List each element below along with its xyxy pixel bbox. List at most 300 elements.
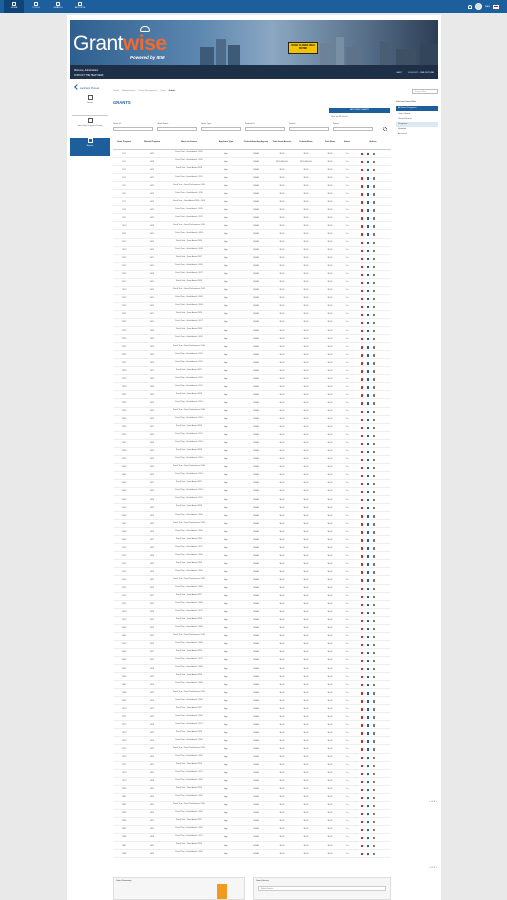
grantee-name-link[interactable]: Fiscal Year - Grant Award - 2016 bbox=[175, 513, 203, 516]
edit-icon[interactable] bbox=[367, 330, 369, 332]
grantee-name-link[interactable]: Fiscal Year - Grant Award 2018 bbox=[175, 674, 203, 677]
grantee-name-link[interactable]: Fiscal Year - Grant Award 2018 bbox=[175, 392, 203, 395]
table-row[interactable] bbox=[113, 416, 391, 424]
delete-icon[interactable] bbox=[361, 370, 363, 372]
edit-icon[interactable] bbox=[367, 588, 369, 590]
table-row[interactable] bbox=[113, 689, 391, 697]
grantee-name-link[interactable]: Fiscal Year - Grant Award - 2017 bbox=[175, 320, 203, 323]
table-row[interactable] bbox=[113, 544, 391, 552]
delete-icon[interactable] bbox=[361, 732, 363, 734]
breadcrumb-item[interactable]: Grant bbox=[160, 90, 166, 92]
edit-icon[interactable] bbox=[367, 378, 369, 380]
delete-icon[interactable] bbox=[361, 740, 363, 742]
table-row[interactable] bbox=[113, 158, 391, 166]
delete-icon[interactable] bbox=[361, 571, 363, 573]
delete-icon[interactable] bbox=[361, 250, 363, 252]
grantee-name-link[interactable]: Fiscal Year - Grant Award 2017 bbox=[175, 368, 203, 371]
delete-icon[interactable] bbox=[361, 491, 363, 493]
table-row[interactable] bbox=[113, 424, 391, 432]
table-row[interactable] bbox=[113, 601, 391, 609]
delete-icon[interactable] bbox=[361, 209, 363, 211]
grantee-name-link[interactable]: Fiscal Year - Grant Award - 2016 bbox=[175, 296, 203, 299]
table-row[interactable] bbox=[113, 721, 391, 729]
column-header[interactable]: Actions bbox=[369, 141, 377, 143]
view-icon[interactable] bbox=[373, 668, 375, 670]
view-icon[interactable] bbox=[373, 620, 375, 622]
edit-icon[interactable] bbox=[367, 153, 369, 155]
view-icon[interactable] bbox=[373, 491, 375, 493]
grantee-name-link[interactable]: Fiscal Year - Grant Performance 2016 bbox=[173, 690, 205, 693]
edit-icon[interactable] bbox=[367, 266, 369, 268]
delete-icon[interactable] bbox=[361, 298, 363, 300]
delete-icon[interactable] bbox=[361, 829, 363, 831]
table-row[interactable] bbox=[113, 343, 391, 351]
view-icon[interactable] bbox=[373, 797, 375, 799]
edit-icon[interactable] bbox=[367, 507, 369, 509]
table-row[interactable] bbox=[113, 593, 391, 601]
grant-id-input[interactable] bbox=[113, 127, 153, 131]
grantee-name-link[interactable]: Fiscal Year - Grant Award - 2016 bbox=[175, 795, 203, 798]
table-row[interactable] bbox=[113, 737, 391, 745]
delete-icon[interactable] bbox=[361, 483, 363, 485]
delete-icon[interactable] bbox=[361, 813, 363, 815]
table-row[interactable] bbox=[113, 834, 391, 842]
edit-icon[interactable] bbox=[367, 435, 369, 437]
grantee-name-link[interactable]: Fiscal Year - Grant Award - 2016 bbox=[175, 585, 203, 588]
delete-icon[interactable] bbox=[361, 419, 363, 421]
view-icon[interactable] bbox=[373, 692, 375, 694]
grantee-name-link[interactable]: Fiscal Year - Grant Award - 2016 bbox=[175, 159, 203, 162]
edit-icon[interactable] bbox=[367, 853, 369, 855]
table-row[interactable] bbox=[113, 464, 391, 472]
delete-icon[interactable] bbox=[361, 853, 363, 855]
view-icon[interactable] bbox=[373, 266, 375, 268]
edit-icon[interactable] bbox=[367, 370, 369, 372]
delete-icon[interactable] bbox=[361, 596, 363, 598]
edit-icon[interactable] bbox=[367, 676, 369, 678]
grantee-name-link[interactable]: Fiscal Year - Grant Award 2018 bbox=[175, 730, 203, 733]
edit-icon[interactable] bbox=[367, 579, 369, 581]
edit-icon[interactable] bbox=[367, 636, 369, 638]
status-select[interactable] bbox=[333, 127, 373, 131]
grantee-name-link[interactable]: Fiscal Year - Grant Award - 2016 bbox=[175, 151, 203, 154]
edit-icon[interactable] bbox=[367, 724, 369, 726]
filter-option[interactable]: Updated bbox=[398, 128, 407, 130]
view-icon[interactable] bbox=[373, 579, 375, 581]
delete-icon[interactable] bbox=[361, 427, 363, 429]
delete-icon[interactable] bbox=[361, 354, 363, 356]
grantee-name-link[interactable]: Fiscal Year - Grant Award - 2017 bbox=[175, 272, 203, 275]
delete-icon[interactable] bbox=[361, 217, 363, 219]
view-icon[interactable] bbox=[373, 781, 375, 783]
table-row[interactable] bbox=[113, 528, 391, 536]
table-row[interactable] bbox=[113, 311, 391, 319]
edit-icon[interactable] bbox=[367, 169, 369, 171]
nav-item-grants[interactable] bbox=[48, 0, 68, 13]
edit-icon[interactable] bbox=[367, 177, 369, 179]
view-icon[interactable] bbox=[373, 612, 375, 614]
view-icon[interactable] bbox=[373, 813, 375, 815]
table-row[interactable] bbox=[113, 609, 391, 617]
delete-icon[interactable] bbox=[361, 467, 363, 469]
view-icon[interactable] bbox=[373, 193, 375, 195]
grantee-name-link[interactable]: Fiscal Year - Grant Award - 2016 bbox=[175, 304, 203, 307]
delete-icon[interactable] bbox=[361, 282, 363, 284]
edit-icon[interactable] bbox=[367, 193, 369, 195]
table-row[interactable] bbox=[113, 214, 391, 222]
view-icon[interactable] bbox=[373, 290, 375, 292]
table-row[interactable] bbox=[113, 279, 391, 287]
edit-icon[interactable] bbox=[367, 620, 369, 622]
edit-icon[interactable] bbox=[367, 346, 369, 348]
table-row[interactable] bbox=[113, 560, 391, 568]
delete-icon[interactable] bbox=[361, 708, 363, 710]
view-icon[interactable] bbox=[373, 411, 375, 413]
grantee-name-link[interactable]: Fiscal Year - Grant Award - 2016 bbox=[175, 569, 203, 572]
delete-icon[interactable] bbox=[361, 378, 363, 380]
table-row[interactable] bbox=[113, 303, 391, 311]
nav-item-home[interactable] bbox=[4, 0, 24, 13]
grantee-name-link[interactable]: Fiscal Year - Grant Award 2016 bbox=[175, 650, 203, 653]
delete-icon[interactable] bbox=[361, 475, 363, 477]
edit-icon[interactable] bbox=[367, 161, 369, 163]
view-icon[interactable] bbox=[373, 523, 375, 525]
gear-icon[interactable] bbox=[383, 127, 387, 131]
table-row[interactable] bbox=[113, 842, 391, 850]
view-icon[interactable] bbox=[373, 555, 375, 557]
help-desk-link[interactable]: CONTACT THE HELP DESK bbox=[74, 75, 104, 77]
view-icon[interactable] bbox=[373, 475, 375, 477]
table-row[interactable] bbox=[113, 617, 391, 625]
delete-icon[interactable] bbox=[361, 499, 363, 501]
view-icon[interactable] bbox=[373, 298, 375, 300]
delete-icon[interactable] bbox=[361, 579, 363, 581]
edit-icon[interactable] bbox=[367, 491, 369, 493]
view-icon[interactable] bbox=[373, 427, 375, 429]
view-icon[interactable] bbox=[373, 507, 375, 509]
edit-icon[interactable] bbox=[367, 563, 369, 565]
grantee-name-link[interactable]: Fiscal Year - Grant Award 2017 bbox=[175, 481, 203, 484]
add-grant-button[interactable]: ADD NEW GRANT bbox=[329, 108, 390, 113]
table-row[interactable] bbox=[113, 327, 391, 335]
edit-icon[interactable] bbox=[367, 523, 369, 525]
edit-icon[interactable] bbox=[367, 781, 369, 783]
table-row[interactable] bbox=[113, 271, 391, 279]
table-row[interactable] bbox=[113, 448, 391, 456]
view-icon[interactable] bbox=[373, 282, 375, 284]
table-row[interactable] bbox=[113, 255, 391, 263]
delete-icon[interactable] bbox=[361, 515, 363, 517]
edit-icon[interactable] bbox=[367, 338, 369, 340]
grantee-name-link[interactable]: Fiscal Year - Grant Award - 2016 bbox=[175, 626, 203, 629]
view-icon[interactable] bbox=[373, 419, 375, 421]
table-row[interactable] bbox=[113, 166, 391, 174]
grantee-name-link[interactable]: Fiscal Year - Grant Award 2017 bbox=[175, 819, 203, 822]
view-icon[interactable] bbox=[373, 499, 375, 501]
grantee-name-link[interactable]: Fiscal Year - Grant Award - 2016 bbox=[175, 698, 203, 701]
delete-icon[interactable] bbox=[361, 258, 363, 260]
filter-option[interactable]: Closed Grants bbox=[398, 118, 412, 120]
edit-icon[interactable] bbox=[367, 443, 369, 445]
grantee-name-link[interactable]: Fiscal Year - Grant Award 2018 bbox=[175, 280, 203, 283]
edit-icon[interactable] bbox=[367, 748, 369, 750]
delete-icon[interactable] bbox=[361, 620, 363, 622]
edit-icon[interactable] bbox=[367, 411, 369, 413]
table-row[interactable] bbox=[113, 665, 391, 673]
delete-icon[interactable] bbox=[361, 757, 363, 759]
grantee-name-link[interactable]: Fiscal Year - Grant Award 2016 bbox=[175, 312, 203, 315]
delete-icon[interactable] bbox=[361, 636, 363, 638]
table-row[interactable] bbox=[113, 182, 391, 190]
table-row[interactable] bbox=[113, 206, 391, 214]
table-row[interactable] bbox=[113, 359, 391, 367]
delete-icon[interactable] bbox=[361, 306, 363, 308]
grantee-name-link[interactable]: Fiscal Year - Grant Award - 2016 bbox=[175, 642, 203, 645]
grantee-name-link[interactable]: Fiscal Year - Grant Award - 2016 bbox=[175, 416, 203, 419]
delete-icon[interactable] bbox=[361, 201, 363, 203]
column-header[interactable]: Total Grant Amount bbox=[272, 141, 292, 143]
edit-icon[interactable] bbox=[367, 250, 369, 252]
table-row[interactable] bbox=[113, 762, 391, 770]
table-row[interactable] bbox=[113, 456, 391, 464]
delete-icon[interactable] bbox=[361, 588, 363, 590]
table-row[interactable] bbox=[113, 585, 391, 593]
view-icon[interactable] bbox=[373, 644, 375, 646]
delete-icon[interactable] bbox=[361, 266, 363, 268]
delete-icon[interactable] bbox=[361, 604, 363, 606]
edit-icon[interactable] bbox=[367, 652, 369, 654]
delete-icon[interactable] bbox=[361, 628, 363, 630]
delete-icon[interactable] bbox=[361, 748, 363, 750]
grant-type-input[interactable] bbox=[201, 127, 241, 131]
delete-icon[interactable] bbox=[361, 547, 363, 549]
table-row[interactable] bbox=[113, 625, 391, 633]
view-icon[interactable] bbox=[373, 684, 375, 686]
view-icon[interactable] bbox=[373, 394, 375, 396]
table-row[interactable] bbox=[113, 850, 391, 858]
table-row[interactable] bbox=[113, 222, 391, 230]
table-row[interactable] bbox=[113, 480, 391, 488]
view-icon[interactable] bbox=[373, 362, 375, 364]
table-row[interactable] bbox=[113, 657, 391, 665]
edit-icon[interactable] bbox=[367, 829, 369, 831]
edit-icon[interactable] bbox=[367, 402, 369, 404]
view-icon[interactable] bbox=[373, 306, 375, 308]
grantee-name-link[interactable]: Fiscal Year - Grant Award - 2016 bbox=[175, 754, 203, 757]
breadcrumb-item[interactable]: Grants Management bbox=[138, 90, 158, 92]
view-icon[interactable] bbox=[373, 274, 375, 276]
edit-icon[interactable] bbox=[367, 692, 369, 694]
view-icon[interactable] bbox=[373, 547, 375, 549]
view-icon[interactable] bbox=[373, 161, 375, 163]
view-icon[interactable] bbox=[373, 821, 375, 823]
table-row[interactable] bbox=[113, 263, 391, 271]
grantee-name-link[interactable]: Fiscal Year - Grant Award - 2018 bbox=[175, 231, 203, 234]
grantee-name-link[interactable]: Fiscal Year - Grant Award 2018 bbox=[175, 618, 203, 621]
rail-item-grants[interactable]: Grants bbox=[70, 95, 110, 113]
grantee-name-link[interactable]: Fiscal Year - Grant Award - 2016 bbox=[175, 553, 203, 556]
delete-icon[interactable] bbox=[361, 652, 363, 654]
column-header[interactable]: Total Share bbox=[324, 141, 336, 143]
grantee-name-link[interactable]: Fiscal Year - Grant Award - 2016 bbox=[175, 400, 203, 403]
grantee-name-link[interactable]: Fiscal Year - Grant Award - 2017 bbox=[175, 545, 203, 548]
view-icon[interactable] bbox=[373, 242, 375, 244]
edit-icon[interactable] bbox=[367, 571, 369, 573]
view-icon[interactable] bbox=[373, 467, 375, 469]
table-row[interactable] bbox=[113, 705, 391, 713]
table-row[interactable] bbox=[113, 633, 391, 641]
grantee-name-link[interactable]: Fiscal Year - Grant Award - 2016 bbox=[175, 851, 203, 854]
edit-icon[interactable] bbox=[367, 813, 369, 815]
grantee-name-link[interactable]: Fiscal Year - Grant Performance 2016 bbox=[173, 577, 205, 580]
table-row[interactable] bbox=[113, 681, 391, 689]
delete-icon[interactable] bbox=[361, 185, 363, 187]
filter-option[interactable]: Open Grants bbox=[398, 113, 411, 115]
grantee-name-link[interactable]: Fiscal Year - Grant Performance 2016 bbox=[173, 634, 205, 637]
grantee-name-link[interactable]: Fiscal Year - Grant Award 2016 bbox=[175, 239, 203, 242]
table-row[interactable] bbox=[113, 496, 391, 504]
edit-icon[interactable] bbox=[367, 837, 369, 839]
table-row[interactable] bbox=[113, 190, 391, 198]
table-row[interactable] bbox=[113, 673, 391, 681]
grantee-name-link[interactable]: Fiscal Year - Grant Award 2018 bbox=[175, 843, 203, 846]
view-icon[interactable] bbox=[373, 338, 375, 340]
edit-icon[interactable] bbox=[367, 451, 369, 453]
source-select-input[interactable]: Select Source bbox=[258, 886, 386, 891]
edit-icon[interactable] bbox=[367, 531, 369, 533]
delete-icon[interactable] bbox=[361, 724, 363, 726]
edit-icon[interactable] bbox=[367, 362, 369, 364]
edit-icon[interactable] bbox=[367, 419, 369, 421]
table-row[interactable] bbox=[113, 697, 391, 705]
delete-icon[interactable] bbox=[361, 821, 363, 823]
view-icon[interactable] bbox=[373, 217, 375, 219]
view-icon[interactable] bbox=[373, 636, 375, 638]
table-row[interactable] bbox=[113, 351, 391, 359]
delete-icon[interactable] bbox=[361, 555, 363, 557]
grantee-name-link[interactable]: Fiscal Year - Grant Award - 2016 bbox=[175, 360, 203, 363]
grantee-name-link[interactable]: Fiscal Year - Grant Award - 2016 bbox=[175, 207, 203, 210]
delete-icon[interactable] bbox=[361, 193, 363, 195]
table-row[interactable] bbox=[113, 536, 391, 544]
edit-icon[interactable] bbox=[367, 242, 369, 244]
grantee-name-link[interactable]: Fiscal Year - Grant Performance 2016 bbox=[173, 223, 205, 226]
table-row[interactable] bbox=[113, 810, 391, 818]
delete-icon[interactable] bbox=[361, 797, 363, 799]
grantee-name-link[interactable]: Fiscal Year - Grant Performance 2016 bbox=[173, 803, 205, 806]
table-row[interactable] bbox=[113, 150, 391, 158]
view-icon[interactable] bbox=[373, 716, 375, 718]
delete-icon[interactable] bbox=[361, 660, 363, 662]
grantee-name-link[interactable]: Fiscal Year - Grant Award - 2017 bbox=[175, 610, 203, 613]
view-icon[interactable] bbox=[373, 724, 375, 726]
edit-icon[interactable] bbox=[367, 274, 369, 276]
delete-icon[interactable] bbox=[361, 700, 363, 702]
grantee-name-link[interactable]: Fiscal Year - Grant Award - 2016 bbox=[175, 336, 203, 339]
edit-icon[interactable] bbox=[367, 765, 369, 767]
table-row[interactable] bbox=[113, 367, 391, 375]
delete-icon[interactable] bbox=[361, 394, 363, 396]
grantee-name-link[interactable]: Fiscal Year - Grant Award - 2016 bbox=[175, 811, 203, 814]
edit-icon[interactable] bbox=[367, 515, 369, 517]
delete-icon[interactable] bbox=[361, 274, 363, 276]
table-row[interactable] bbox=[113, 802, 391, 810]
view-icon[interactable] bbox=[373, 765, 375, 767]
table-row[interactable] bbox=[113, 174, 391, 182]
edit-icon[interactable] bbox=[367, 201, 369, 203]
edit-icon[interactable] bbox=[367, 354, 369, 356]
edit-icon[interactable] bbox=[367, 499, 369, 501]
view-icon[interactable] bbox=[373, 757, 375, 759]
edit-icon[interactable] bbox=[367, 716, 369, 718]
view-icon[interactable] bbox=[373, 700, 375, 702]
edit-icon[interactable] bbox=[367, 604, 369, 606]
grantee-name-link[interactable]: Fiscal Year - Grant Award - 2016 bbox=[175, 682, 203, 685]
table-row[interactable] bbox=[113, 713, 391, 721]
grant-name-input[interactable] bbox=[157, 127, 197, 131]
grantee-name-link[interactable]: Fiscal Year - Grant Award - 2016 bbox=[175, 489, 203, 492]
edit-icon[interactable] bbox=[367, 797, 369, 799]
view-icon[interactable] bbox=[373, 346, 375, 348]
edit-icon[interactable] bbox=[367, 732, 369, 734]
back-link[interactable]: Landmark Process bbox=[75, 85, 99, 90]
table-row[interactable] bbox=[113, 432, 391, 440]
delete-icon[interactable] bbox=[361, 765, 363, 767]
table-row[interactable] bbox=[113, 335, 391, 343]
table-row[interactable] bbox=[113, 375, 391, 383]
edit-icon[interactable] bbox=[367, 467, 369, 469]
table-row[interactable] bbox=[113, 568, 391, 576]
table-row[interactable] bbox=[113, 488, 391, 496]
edit-icon[interactable] bbox=[367, 789, 369, 791]
grantee-name-link[interactable]: Fiscal Year - Grant Award 2018 bbox=[175, 328, 203, 331]
grantee-name-link[interactable]: Fiscal Year - Grant Award - 2016 bbox=[175, 666, 203, 669]
grantee-name-link[interactable]: Fiscal Year - Grant Award 2018 bbox=[175, 449, 203, 452]
view-icon[interactable] bbox=[373, 435, 375, 437]
edit-icon[interactable] bbox=[367, 475, 369, 477]
logout-link[interactable]: LOG OUT · ONE FUTURE bbox=[408, 72, 434, 74]
grantee-name-link[interactable]: Fiscal Year - Grant Award - 2017 bbox=[175, 384, 203, 387]
edit-icon[interactable] bbox=[367, 233, 369, 235]
edit-icon[interactable] bbox=[367, 459, 369, 461]
grantee-name-link[interactable]: Fiscal Year - Grant Award - 2016 bbox=[175, 738, 203, 741]
edit-icon[interactable] bbox=[367, 547, 369, 549]
delete-icon[interactable] bbox=[361, 692, 363, 694]
view-icon[interactable] bbox=[373, 515, 375, 517]
grantee-name-link[interactable]: Fiscal Year - Grant Award - 2017 bbox=[175, 771, 203, 773]
view-icon[interactable] bbox=[373, 805, 375, 807]
filter-selected[interactable]: All Grant Programs bbox=[396, 106, 438, 111]
table-row[interactable] bbox=[113, 198, 391, 206]
edit-icon[interactable] bbox=[367, 773, 369, 775]
edit-icon[interactable] bbox=[367, 483, 369, 485]
grantee-name-link[interactable]: Fiscal Year - Grant Award - 2016 bbox=[175, 264, 203, 267]
nav-item-reports[interactable] bbox=[70, 0, 90, 13]
view-icon[interactable] bbox=[373, 539, 375, 541]
view-icon[interactable] bbox=[373, 201, 375, 203]
flag-icon[interactable] bbox=[493, 5, 499, 9]
column-header[interactable]: Grant Program bbox=[116, 141, 132, 143]
grantee-name-link[interactable]: Fiscal Year - Grant Award 2016 bbox=[175, 424, 203, 427]
grantee-name-link[interactable]: Fiscal Year - Grant Award 2016 - 2016 bbox=[172, 199, 206, 202]
filter-option[interactable]: Archived bbox=[398, 133, 407, 135]
view-icon[interactable] bbox=[373, 177, 375, 179]
rail-item-config[interactable]: Specialty Program Config bbox=[70, 118, 110, 136]
view-icon[interactable] bbox=[373, 451, 375, 453]
table-row[interactable] bbox=[113, 794, 391, 802]
delete-icon[interactable] bbox=[361, 161, 363, 163]
delete-icon[interactable] bbox=[361, 805, 363, 807]
